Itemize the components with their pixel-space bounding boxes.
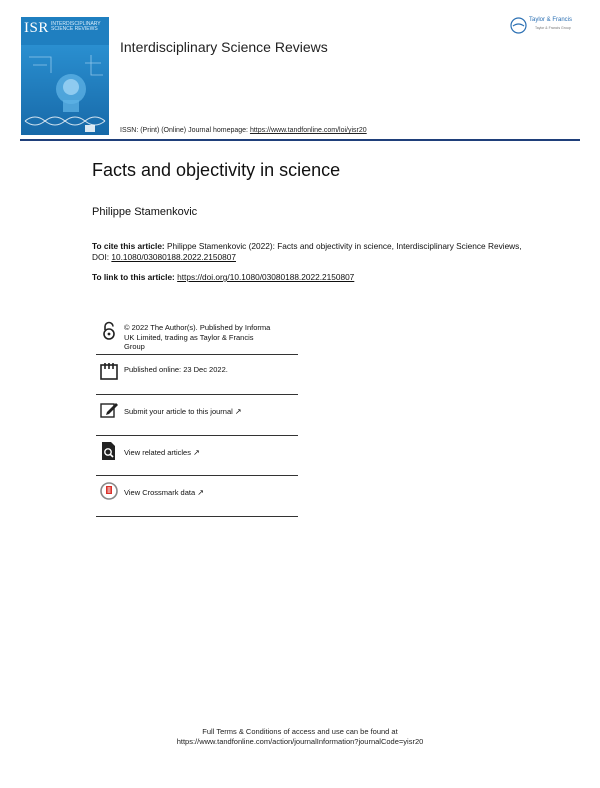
- crossmark-icon: [99, 481, 119, 501]
- submit-item[interactable]: [96, 394, 298, 436]
- crossmark-item[interactable]: [96, 475, 298, 517]
- taylor-francis-logo-icon: [510, 17, 527, 34]
- article-url-link[interactable]: https://doi.org/10.1080/03080188.2022.2150807: [177, 272, 355, 282]
- header-divider: [20, 139, 580, 141]
- cover-journal-name: INTERDISCIPLINARY SCIENCE REVIEWS: [51, 21, 101, 32]
- related-item[interactable]: [96, 435, 298, 476]
- publisher-logo[interactable]: [510, 15, 586, 37]
- cite-label: To cite this article:: [92, 241, 165, 251]
- search-doc-icon: [99, 441, 119, 461]
- issn-line: [120, 127, 367, 134]
- journal-cover: [21, 17, 109, 135]
- article-title: Facts and objectivity in science: [92, 160, 341, 180]
- doi-link[interactable]: 10.1080/03080188.2022.2150807: [111, 252, 236, 262]
- external-link-icon: ↗: [193, 448, 200, 457]
- cover-abbr: ISR: [24, 20, 49, 36]
- published-date: Published online: 23 Dec 2022.: [124, 365, 228, 374]
- journal-title: Interdisciplinary Science Reviews: [120, 39, 328, 55]
- cite-text: Philippe Stamenkovic (2022): Facts and objectivity in science, Interdisciplinary Science Reviews, DOI:: [92, 241, 522, 262]
- license-line-1: © 2022 The Author(s). Published by Informa: [124, 323, 271, 332]
- published-item: [96, 354, 298, 395]
- submit-link[interactable]: Submit your article to this journal: [124, 407, 233, 416]
- publisher-sub: Taylor & Francis Group: [535, 26, 571, 30]
- license-item: [96, 318, 298, 355]
- license-line-3: Group: [124, 342, 145, 351]
- cover-art-image: [21, 17, 109, 135]
- calendar-icon: [99, 361, 119, 381]
- edit-icon: [99, 400, 119, 420]
- article-link-line: [92, 272, 354, 282]
- citation-block: [92, 241, 522, 263]
- footer-line-1: Full Terms & Conditions of access and use can be found at: [202, 727, 398, 736]
- license-line-2: UK Limited, trading as Taylor & Francis: [124, 332, 254, 342]
- issn-label: ISSN: (Print) (Online) Journal homepage:: [120, 127, 250, 134]
- link-label: To link to this article:: [92, 272, 178, 282]
- open-access-icon: [99, 321, 119, 341]
- publisher-name: Taylor & Francis: [529, 17, 573, 23]
- crossmark-link[interactable]: View Crossmark data: [124, 488, 196, 497]
- footer-url[interactable]: https://www.tandfonline.com/action/journalInformation?journalCode=yisr20: [176, 737, 424, 746]
- journal-homepage-link[interactable]: https://www.tandfonline.com/loi/yisr20: [249, 127, 367, 134]
- external-link-icon: ↗: [197, 488, 204, 497]
- article-author: Philippe Stamenkovic: [92, 206, 198, 218]
- related-articles-link[interactable]: View related articles: [124, 448, 191, 457]
- external-link-icon: ↗: [234, 407, 242, 416]
